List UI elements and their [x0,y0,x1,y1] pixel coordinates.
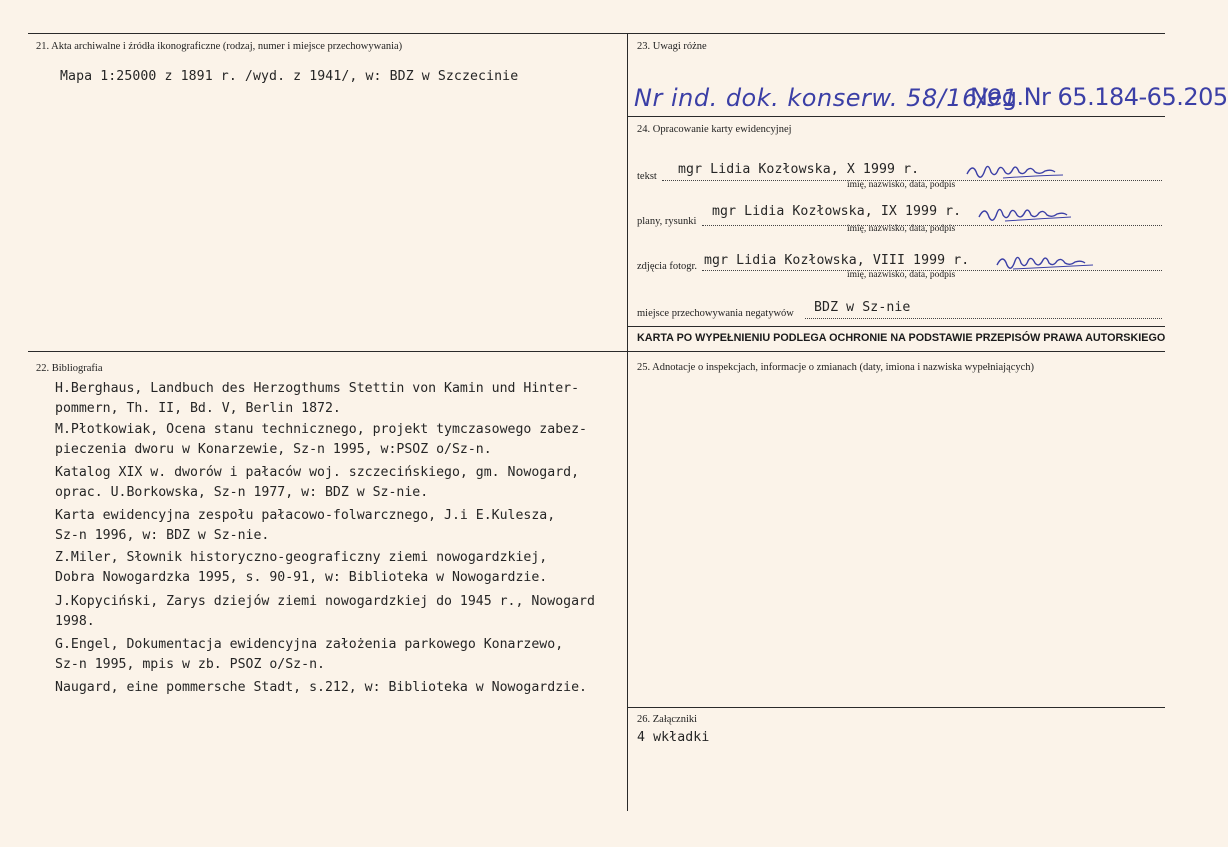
notice-divider [627,326,1165,327]
section24-label: 24. Opracowanie karty ewidencyjnej [637,124,792,135]
handwritten-negative-number: Neg.Nr 65.184-65.205 [970,83,1228,111]
storage-label: miejsce przechowywania negatywów [637,308,794,319]
section21-label: 21. Akta archiwalne i źródła ikonograficzne (rodzaj, numer i miejsce przechowywania) [36,41,403,52]
signature-1 [963,160,1073,182]
middle-divider [28,351,1165,352]
storage-line [805,318,1162,319]
bibliography-entry: G.Engel, Dokumentacja ewidencyjna założenia parkowego Konarzewo, Sz-n 1995, mpis w zb. PSOZ o/Sz-n. [55,637,564,672]
section26-divider [627,707,1165,708]
bibliography-entry: Karta ewidencyjna zespołu pałacowo-folwarcznego, J.i E.Kulesza, Sz-n 1996, w: BDZ w Sz-nie. [55,508,556,543]
center-divider [627,33,628,811]
bibliography-entry: Katalog XIX w. dworów i pałaców woj. szczecińskiego, gm. Nowogard, oprac. U.Borkowska, Sz-n 1977, w: BDZ w Sz-nie. [55,465,580,500]
field-plans-value: mgr Lidia Kozłowska, IX 1999 r. [712,204,962,219]
bibliography-entry: Naugard, eine pommersche Stadt, s.212, w: Biblioteka w Nowogardzie. [55,680,587,695]
field-text-caption: imię, nazwisko, data, podpis [847,180,956,190]
top-border [28,33,1165,34]
signature-2 [975,205,1085,227]
field-plans-label: plany, rysunki [637,216,697,227]
section23-divider [627,116,1165,117]
storage-value: BDZ w Sz-nie [814,300,911,315]
copyright-notice: KARTA PO WYPEŁNIENIU PODLEGA OCHRONIE NA PODSTAWIE PRZEPISÓW PRAWA AUTORSKIEGO [637,332,1166,344]
section23-label: 23. Uwagi różne [637,41,707,52]
field-photos-value: mgr Lidia Kozłowska, VIII 1999 r. [704,253,970,268]
field-text-value: mgr Lidia Kozłowska, X 1999 r. [678,162,920,177]
handwritten-register-number: Nr ind. dok. konserw. 58/16/91 [634,84,1018,112]
section26-label: 26. Załączniki [637,714,698,725]
signature-3 [993,253,1103,275]
bibliography-entry: Z.Miler, Słownik historyczno-geograficzny ziemi nowogardzkiej, Dobra Nowogardzka 1995, s. 90-91, w: Biblioteka w Nowogardzie. [55,550,548,585]
bibliography-entry: M.Płotkowiak, Ocena stanu technicznego, projekt tymczasowego zabez- pieczenia dworu w Konarzewie, Sz-n 1995, w:PSOZ o/Sz-n. [55,422,587,457]
field-text-label: tekst [637,171,657,182]
section22-label: 22. Bibliografia [36,363,103,374]
bibliography-entry: J.Kopyciński, Zarys dziejów ziemi nowogardzkiej do 1945 r., Nowogard 1998. [55,594,595,629]
field-photos-caption: imię, nazwisko, data, podpis [847,270,956,280]
section26-text: 4 wkładki [637,730,710,745]
field-plans-caption: imię, nazwisko, data, podpis [847,224,956,234]
field-photos-label: zdjęcia fotogr. [637,261,698,272]
section21-text: Mapa 1:25000 z 1891 r. /wyd. z 1941/, w: BDZ w Szczecinie [60,69,519,84]
section25-label: 25. Adnotacje o inspekcjach, informacje o zmianach (daty, imiona i nazwiska wypełniających) [637,362,1035,373]
bibliography-entry: H.Berghaus, Landbuch des Herzogthums Stettin von Kamin und Hinter- pommern, Th. II, Bd. V, Berlin 1872. [55,381,580,416]
